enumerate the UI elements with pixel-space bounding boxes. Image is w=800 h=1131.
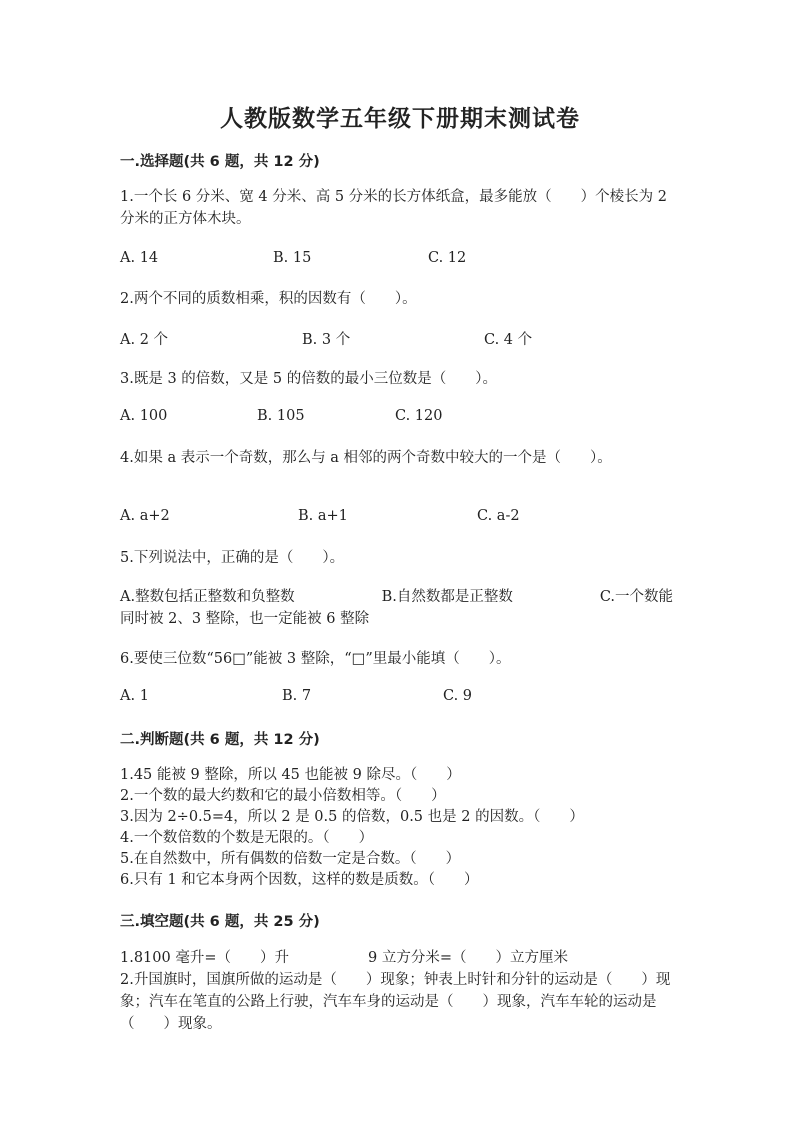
option-a: A. 1 [120,688,149,704]
judgment-item: 3.因为 2÷0.5=4，所以 2 是 0.5 的倍数，0.5 也是 2 的因数。（ ） [120,809,584,825]
option-b: B. 105 [257,408,305,424]
judgment-item: 2.一个数的最大约数和它的最小倍数相等。（ ） [120,788,446,804]
judgment-item: 5.在自然数中，所有偶数的倍数一定是合数。（ ） [120,851,461,867]
option-a: A. a+2 [120,508,170,524]
question-options: A.整数包括正整数和负整数 B.自然数都是正整数 C.一个数能同时被 2、3 整除，也一定能被 6 整除 [120,589,674,627]
option-c: C. 120 [395,408,443,424]
section-heading-judgment: 二.判断题(共 6 题，共 12 分) [120,732,320,748]
question-stem: 1.一个长 6 分米、宽 4 分米、高 5 分米的长方体纸盒，最多能放（ ）个棱长为 2 分米的正方体木块。 [120,189,667,227]
option-b: B. 15 [273,250,312,266]
fill-item: 2.升国旗时，国旗所做的运动是（ ）现象；钟表上时针和分针的运动是（ ）现象；汽车在笔直的公路上行驶，汽车车身的运动是（ ）现象，汽车车轮的运动是（ ）现象。 [120,972,671,1032]
question-stem: 5.下列说法中，正确的是（ ）。 [120,550,345,566]
option-b: B. 7 [282,688,312,704]
option-c: C. 9 [443,688,473,704]
question-stem: 3.既是 3 的倍数，又是 5 的倍数的最小三位数是（ ）。 [120,371,497,387]
option-a: A. 100 [120,408,168,424]
option-b: B. 3 个 [302,332,351,348]
fill-item: 1.8100 毫升=（ ）升 [120,950,289,966]
question-stem: 6.要使三位数“56□”能被 3 整除，“□”里最小能填（ ）。 [120,651,511,667]
question-stem: 2.两个不同的质数相乘，积的因数有（ ）。 [120,291,417,307]
option-c: C. a-2 [477,508,520,524]
option-a: A. 14 [120,250,159,266]
judgment-item: 4.一个数倍数的个数是无限的。（ ） [120,830,374,846]
section-heading-choice: 一.选择题(共 6 题，共 12 分) [120,154,320,170]
option-a: A. 2 个 [120,332,169,348]
option-c: C. 4 个 [484,332,533,348]
judgment-item: 1.45 能被 9 整除，所以 45 也能被 9 除尽。（ ） [120,767,461,783]
section-heading-fill: 三.填空题(共 6 题，共 25 分) [120,914,320,930]
fill-item: 9 立方分米=（ ）立方厘米 [368,950,568,966]
page-title: 人教版数学五年级下册期末测试卷 [220,106,580,132]
option-b: B. a+1 [298,508,348,524]
judgment-item: 6.只有 1 和它本身两个因数，这样的数是质数。（ ） [120,872,479,888]
option-c: C. 12 [428,250,467,266]
question-stem: 4.如果 a 表示一个奇数，那么与 a 相邻的两个奇数中较大的一个是（ ）。 [120,450,612,466]
